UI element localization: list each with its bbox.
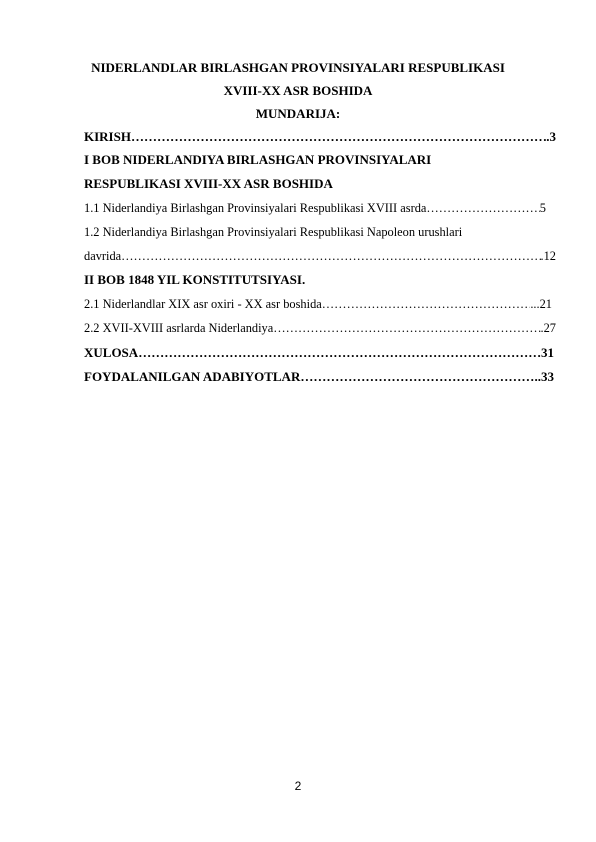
toc-entry-section-1-2-line-2 (84, 249, 556, 264)
toc-leader-dots (273, 321, 540, 336)
toc-entry-label: 1.1 Niderlandiya Birlashgan Provinsiyalari Respublikasi XVIII asrda (84, 201, 427, 215)
document-title-line-2: XVIII-XX ASR BOSHIDA (223, 83, 373, 98)
toc-leader-dots (322, 297, 531, 312)
toc-entry-conclusion (84, 345, 554, 361)
toc-chapter-1-line-2: RESPUBLIKASI XVIII-XX ASR BOSHIDA (84, 176, 333, 191)
document-title-line-1: NIDERLANDLAR BIRLASHGAN PROVINSIYALARI RESPUBLIKASI (91, 60, 505, 75)
toc-entry-label: KIRISH (84, 129, 131, 144)
toc-chapter-2: II BOB 1848 YIL KONSTITUTSIYASI. (84, 272, 306, 287)
toc-chapter-1-line-1: I BOB NIDERLANDIYA BIRLASHGAN PROVINSIYALARI (84, 152, 432, 167)
toc-leader-dots (131, 129, 546, 145)
toc-entry-section-1-2-line-1: 1.2 Niderlandiya Birlashgan Provinsiyalari Respublikasi Napoleon urushlari (84, 225, 463, 239)
toc-entry-intro (84, 129, 556, 145)
page-number: 2 (294, 779, 302, 793)
toc-entry-page: .12 (540, 249, 556, 263)
toc-entry-page: 31 (541, 345, 554, 360)
toc-entry-page: ...21 (530, 297, 552, 311)
toc-entry-label: XULOSA (84, 345, 139, 360)
toc-leader-dots (138, 345, 541, 361)
toc-leader-dots (121, 249, 540, 264)
toc-entry-label: 2.1 Niderlandlar XIX asr oxiri - XX asr boshida (84, 297, 322, 311)
toc-entry-page: .27 (540, 321, 556, 335)
toc-leader-dots (300, 369, 534, 385)
toc-entry-label: davrida (84, 249, 122, 263)
toc-entry-references (84, 369, 554, 385)
toc-entry-section-1-1 (84, 201, 546, 216)
toc-entry-section-2-1 (84, 297, 552, 312)
contents-heading: MUNDARIJA: (255, 106, 341, 121)
toc-entry-label: FOYDALANILGAN ADABIYOTLAR (84, 369, 301, 384)
toc-entry-page: 5 (539, 201, 546, 215)
toc-entry-label: 2.2 XVII-XVIII asrlarda Niderlandiya (84, 321, 274, 335)
toc-leader-dots (426, 201, 539, 216)
toc-entry-page: .3 (546, 129, 556, 144)
toc-entry-page: ..33 (534, 369, 554, 384)
toc-entry-section-2-2 (84, 321, 556, 336)
